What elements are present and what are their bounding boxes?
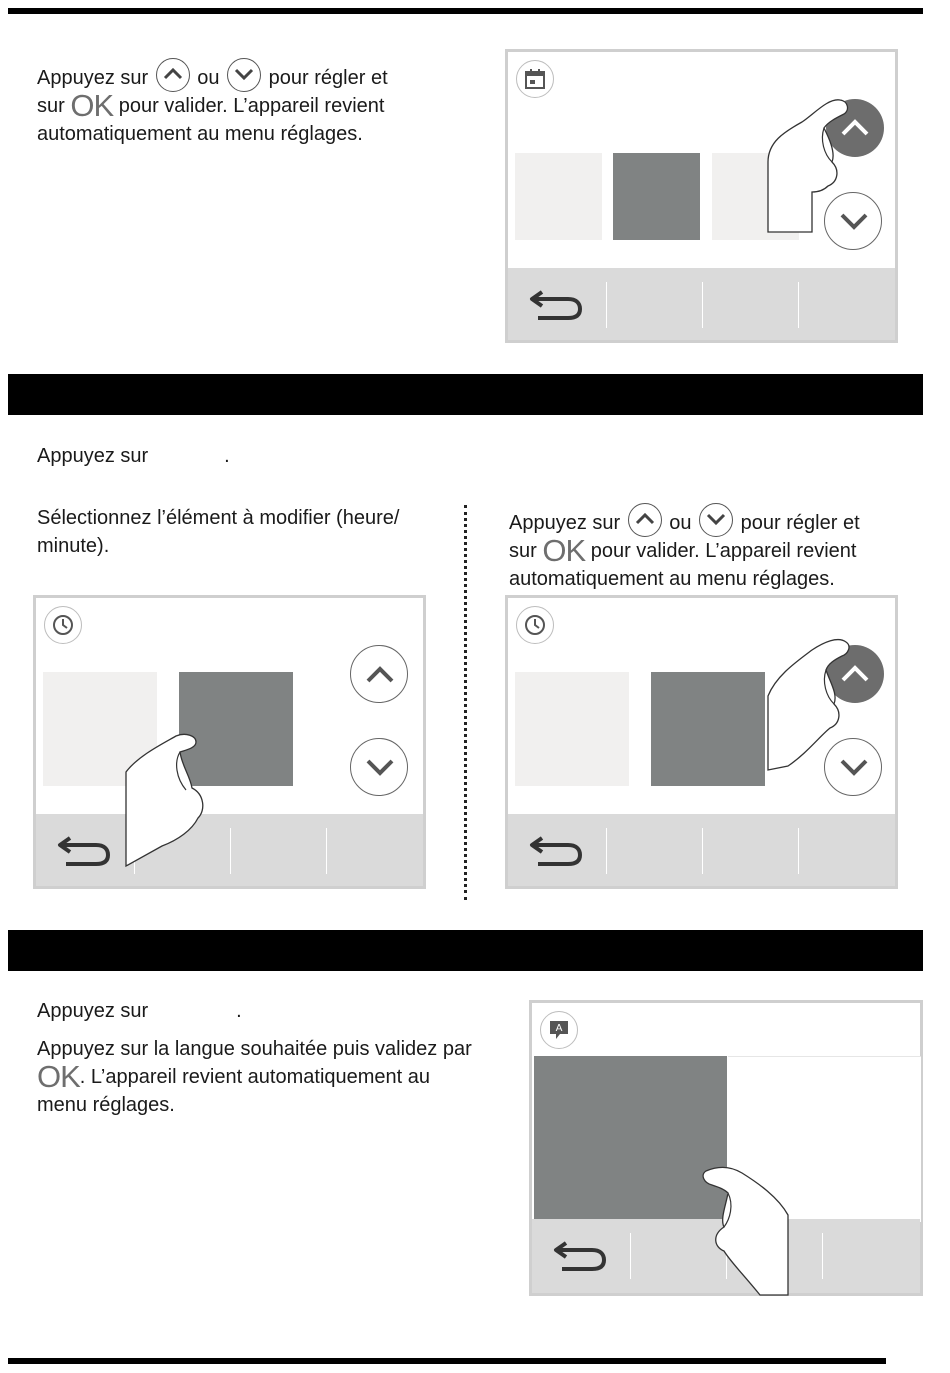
calendar-icon bbox=[516, 60, 554, 98]
section-band-language bbox=[8, 930, 923, 971]
time-select-screen bbox=[33, 595, 426, 889]
bottom-bar bbox=[508, 814, 895, 886]
back-arrow-icon bbox=[56, 832, 112, 868]
chevron-up-icon bbox=[156, 58, 190, 92]
date-screen bbox=[505, 49, 898, 343]
hand-pointer-icon bbox=[122, 732, 222, 872]
down-button[interactable] bbox=[350, 738, 408, 796]
bottom-rule bbox=[8, 1358, 886, 1364]
svg-text:A: A bbox=[555, 1023, 563, 1034]
ok-label: OK bbox=[37, 1059, 80, 1094]
language-icon bbox=[540, 1011, 578, 1049]
bottom-bar bbox=[508, 268, 895, 340]
language-press-instruction: Appuyez sur . bbox=[37, 1000, 242, 1022]
language-choose-instruction: Appuyez sur la langue souhaitée puis validez par OK. L’appareil revient automatiquement au menu réglages. bbox=[37, 1038, 472, 1116]
time-field-hour[interactable] bbox=[515, 672, 629, 786]
back-arrow-icon bbox=[552, 1237, 608, 1273]
chevron-down-icon bbox=[699, 503, 733, 537]
ok-label: OK bbox=[542, 533, 586, 568]
chevron-down-icon bbox=[227, 58, 261, 92]
bottom-bar bbox=[36, 814, 423, 886]
back-button[interactable] bbox=[528, 286, 584, 322]
back-arrow-icon bbox=[528, 832, 584, 868]
date-field-month-selected[interactable] bbox=[613, 153, 700, 240]
back-arrow-icon bbox=[528, 286, 584, 322]
date-field-day[interactable] bbox=[515, 153, 602, 240]
time-adjust-screen bbox=[505, 595, 898, 889]
back-button[interactable] bbox=[528, 832, 584, 868]
back-button[interactable] bbox=[552, 1237, 608, 1273]
time-field-minute-selected[interactable] bbox=[651, 672, 765, 786]
top-rule bbox=[8, 8, 923, 14]
chevron-up-icon bbox=[628, 503, 662, 537]
section-band-time bbox=[8, 374, 923, 415]
up-button[interactable] bbox=[350, 645, 408, 703]
back-button[interactable] bbox=[56, 832, 112, 868]
hand-pointer-icon bbox=[766, 636, 856, 776]
time-press-instruction: Appuyez sur . bbox=[37, 445, 230, 467]
hand-pointer-icon bbox=[698, 1165, 794, 1299]
clock-icon bbox=[516, 606, 554, 644]
clock-icon bbox=[44, 606, 82, 644]
step-separator bbox=[464, 505, 467, 900]
hand-pointer-icon bbox=[762, 92, 852, 242]
language-screen bbox=[529, 1000, 923, 1296]
time-adjust-instruction: Appuyez sur ou pour régler et sur OK pour valider. L’appareil revient automatiquement au menu réglages. bbox=[509, 503, 929, 593]
ok-label: OK bbox=[70, 88, 114, 123]
time-select-instruction: Sélectionnez l’élément à modifier (heure/ minute). bbox=[37, 507, 400, 557]
adjust-instruction-top: Appuyez sur ou pour régler et sur OK pour valider. L’appareil revient automatiquement au menu réglages. bbox=[37, 58, 457, 148]
